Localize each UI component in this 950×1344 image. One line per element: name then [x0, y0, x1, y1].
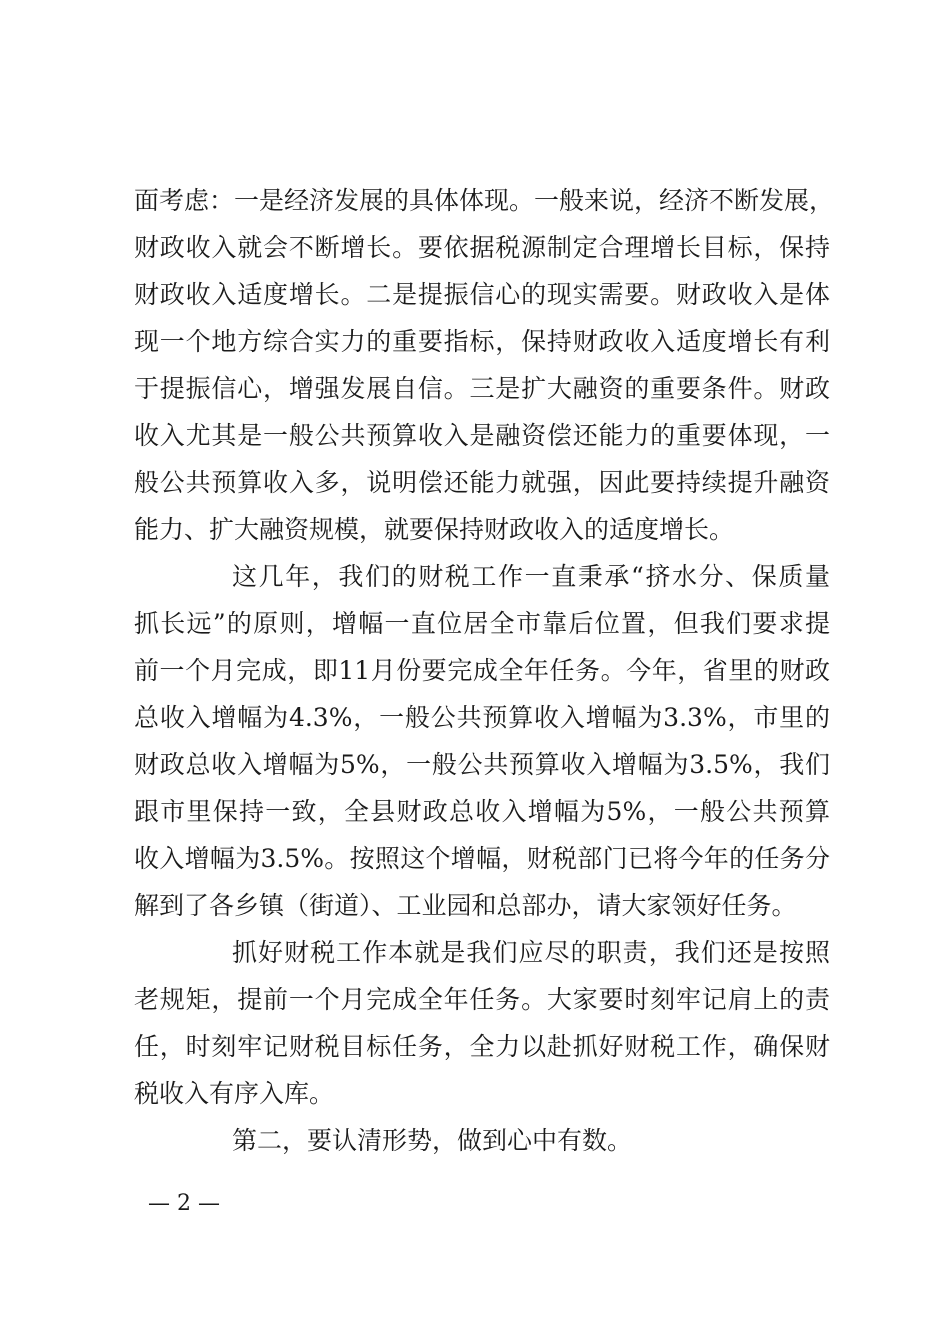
page-number: — 2 — — [148, 1191, 220, 1216]
body-text-line: 于提振信心，增强发展自信。三是扩大融资的重要条件。财政 — [134, 374, 830, 403]
body-text-line: 跟市里保持一致，全县财政总收入增幅为5%，一般公共预算 — [134, 797, 830, 826]
body-text-line: 收入增幅为3.5%。按照这个增幅，财税部门已将今年的任务分 — [134, 844, 830, 873]
body-text-line: 财政收入适度增长。二是提振信心的现实需要。财政收入是体 — [134, 280, 830, 309]
body-text-line: 般公共预算收入多，说明偿还能力就强，因此要持续提升融资 — [134, 468, 830, 497]
body-text-line: 任，时刻牢记财税目标任务，全力以赴抓好财税工作，确保财 — [134, 1032, 830, 1061]
body-text-line: 老规矩，提前一个月完成全年任务。大家要时刻牢记肩上的责 — [134, 985, 830, 1014]
body-text-line: 收入尤其是一般公共预算收入是融资偿还能力的重要体现，一 — [134, 421, 830, 450]
body-text-line: 解到了各乡镇（街道）、工业园和总部办，请大家领好任务。 — [134, 891, 797, 920]
body-text-line: 抓长远”的原则，增幅一直位居全市靠后位置，但我们要求提 — [134, 609, 830, 638]
body-text-line: 税收入有序入库。 — [134, 1079, 335, 1108]
body-text-line: 前一个月完成，即11月份要完成全年任务。今年，省里的财政 — [134, 656, 830, 685]
paragraph-first-line: 抓好财税工作本就是我们应尽的职责，我们还是按照 — [232, 938, 830, 967]
body-text-line: 总收入增幅为4.3%，一般公共预算收入增幅为3.3%，市里的 — [134, 703, 830, 732]
section-heading: 第二，要认清形势，做到心中有数。 — [232, 1126, 633, 1155]
paragraph-first-line: 这几年，我们的财税工作一直秉承“挤水分、保质量 — [232, 562, 830, 591]
body-text-line: 能力、扩大融资规模，就要保持财政收入的适度增长。 — [134, 515, 735, 544]
body-text-line: 财政收入就会不断增长。要依据税源制定合理增长目标，保持 — [134, 233, 830, 262]
body-text-line: 财政总收入增幅为5%，一般公共预算收入增幅为3.5%，我们 — [134, 750, 830, 779]
body-text-line: 现一个地方综合实力的重要指标，保持财政收入适度增长有利 — [134, 327, 830, 356]
body-text-line: 面考虑：一是经济发展的具体体现。一般来说，经济不断发展， — [134, 186, 835, 215]
